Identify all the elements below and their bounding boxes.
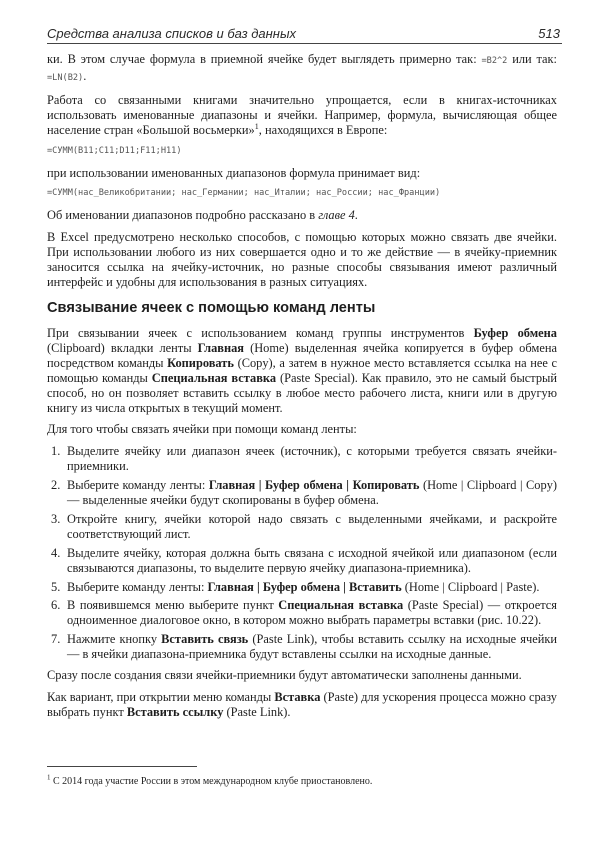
p6-a: При связывании ячеек с использованием команд группы инструментов (47, 325, 474, 340)
paragraph-1 (47, 52, 557, 86)
step-number: 1. (51, 444, 61, 459)
step-text: Выберите команду ленты: (67, 478, 209, 493)
section-heading: Связывание ячеек с помощью команд ленты (47, 299, 376, 316)
paragraph-8: Сразу после создания связи ячейки-приемники будут автоматически заполнены данными. (47, 668, 522, 683)
step-command-paste: Вставить (349, 579, 402, 594)
step-text: Выделите ячейку, которая должна быть связана с исходной ячейкой или диапазоном (если связываются диапазоны, то выделите первую ячейку диапазона-приемника). (67, 545, 557, 575)
step-number: 3. (51, 511, 61, 526)
step-number: 6. (51, 598, 61, 613)
step-command-clipboard: Буфер обмена (265, 478, 343, 493)
step-separator: | (342, 478, 353, 493)
header-rule (47, 43, 562, 44)
p4-end: . (354, 208, 358, 223)
paragraph-9 (47, 690, 557, 720)
step-number: 5. (51, 579, 61, 594)
p4-text: Об именовании диапазонов подробно рассказано в (47, 208, 319, 223)
p6-c: (Clipboard) вкладки ленты (47, 340, 198, 355)
step-separator: | (255, 478, 266, 493)
p6-f: (Paste Special). Как правило, это не самый быстрый способ, но он позволяет вставить ссылку в любое место рабочего листа, книги или в другую книгу из числа открытых в текущий момент. (47, 370, 557, 415)
step-text: В появившемся меню выберите пункт (67, 598, 279, 613)
step-number: 7. (51, 632, 61, 647)
step-text: Выделите ячейку или диапазон ячеек (источник), с которыми требуется связать ячейки-приемники. (67, 444, 557, 474)
step-number: 2. (51, 478, 61, 493)
page-number: 513 (538, 26, 560, 41)
step-separator: | (253, 579, 263, 594)
step-text-end: (Home | Clipboard | Copy) — выделенные ячейки будут скопированы в буфер обмена. (67, 478, 558, 508)
step-command-home: Главная (208, 478, 256, 493)
formula-b2-squared: =B2^2 (481, 56, 508, 66)
steps-list (47, 444, 557, 662)
paragraph-5: В Excel предусмотрено несколько способов, с помощью которых можно связать две ячейки. При использовании любого из них совершается одно и то же действие — в ячейку-приемник заносится ссылка на ячейку-источник, но разные способы связывания имеют различный интерфейс и удобны для использования в разных ситуациях. (47, 230, 557, 290)
page-body (47, 52, 557, 727)
list-item (47, 512, 557, 542)
header-title: Средства анализа списков и баз данных (47, 26, 297, 41)
step-separator: | (340, 579, 349, 594)
paragraph-4 (47, 208, 557, 223)
paragraph-3: при использовании именованных диапазонов формула принимает вид: (47, 165, 421, 180)
running-header (47, 24, 562, 44)
footnote-mark: 1 (47, 773, 51, 782)
list-item (47, 632, 557, 662)
p2-text: Работа со связанными книгами значительно упрощается, если в книгах-источниках использовать именованные диапазоны и ячейки. Например, формула, вычисляющая общее население стран «Большой восьмерки» (47, 92, 557, 137)
step-number: 4. (51, 545, 61, 560)
footnote-rule (47, 766, 197, 767)
code-formula-2: =СУММ(нас_Великобритании; нас_Германии; нас_Италии; нас_России; нас_Франции) (47, 188, 441, 199)
paragraph-6 (47, 326, 557, 415)
step-text-end: (Paste Special) — откроется одноименное диалоговое окно, в котором можно выбрать параметры вставки (рис. 10.22). (67, 598, 557, 628)
footnote (47, 773, 557, 788)
list-item (47, 478, 557, 508)
code-formula-1: =СУММ(B11;C11;D11;F11;H11) (47, 145, 182, 156)
paragraph-7: Для того чтобы связать ячейки при помощи команд ленты: (47, 422, 357, 437)
step-text: Выберите команду ленты: (67, 579, 208, 594)
p9-d: (Paste Link). (223, 704, 291, 719)
list-item (47, 580, 557, 595)
step-text: Нажмите кнопку (67, 632, 162, 647)
list-item (47, 598, 557, 628)
list-item (47, 444, 557, 474)
p6-home: Главная (197, 340, 245, 355)
list-item (47, 546, 557, 576)
p2-end: , находящихся в Европе: (258, 122, 388, 137)
step-text-end: (Home | Clipboard | Paste). (401, 579, 540, 594)
step-text-end: (Paste Link), чтобы вставить ссылку на исходные ячейки — в ячейки диапазона-приемника будут вставлены ссылки на исходные данные. (67, 632, 558, 662)
p6-copy: Копировать (167, 355, 234, 370)
p9-a: Как вариант, при открытии меню команды (47, 690, 275, 704)
p6-clipboard: Буфер обмена (473, 325, 557, 340)
p1-end: . (83, 68, 87, 83)
p6-paste-special: Специальная вставка (151, 370, 277, 385)
p1-text: ки. В этом случае формула в приемной ячейке будет выглядеть примерно так: (47, 52, 482, 66)
p6-d: (Home) выделенная ячейка копируется в буфер обмена посредством команды (47, 340, 557, 370)
step-command-clipboard: Буфер обмена (262, 579, 341, 594)
p1-mid: или так: (507, 52, 558, 66)
formula-ln: =LN(B2) (47, 72, 84, 83)
p6-e: (Copy), а затем в нужное место вставляется ссылка на нее с помощью команды (47, 355, 557, 385)
step-command-home: Главная (207, 579, 254, 594)
p9-paste-link: Вставить ссылку (126, 704, 224, 719)
step-command-paste-link: Вставить связь (161, 632, 249, 647)
step-command-copy: Копировать (352, 478, 420, 493)
footnote-text: С 2014 года участие России в этом международном клубе приостановлено. (50, 776, 373, 787)
step-text: Откройте книгу, ячейки которой надо связать с выделенными ячейками, и раскройте соответствующий лист. (67, 511, 557, 541)
p9-c: (Paste) для ускорения процесса можно сразу выбрать пункт (47, 690, 557, 719)
p9-insert: Вставка (274, 690, 321, 704)
step-command-paste-special: Специальная вставка (278, 598, 404, 613)
footnote-ref: 1 (254, 121, 259, 131)
paragraph-2 (47, 93, 557, 138)
chapter-reference: главе 4 (318, 208, 355, 223)
